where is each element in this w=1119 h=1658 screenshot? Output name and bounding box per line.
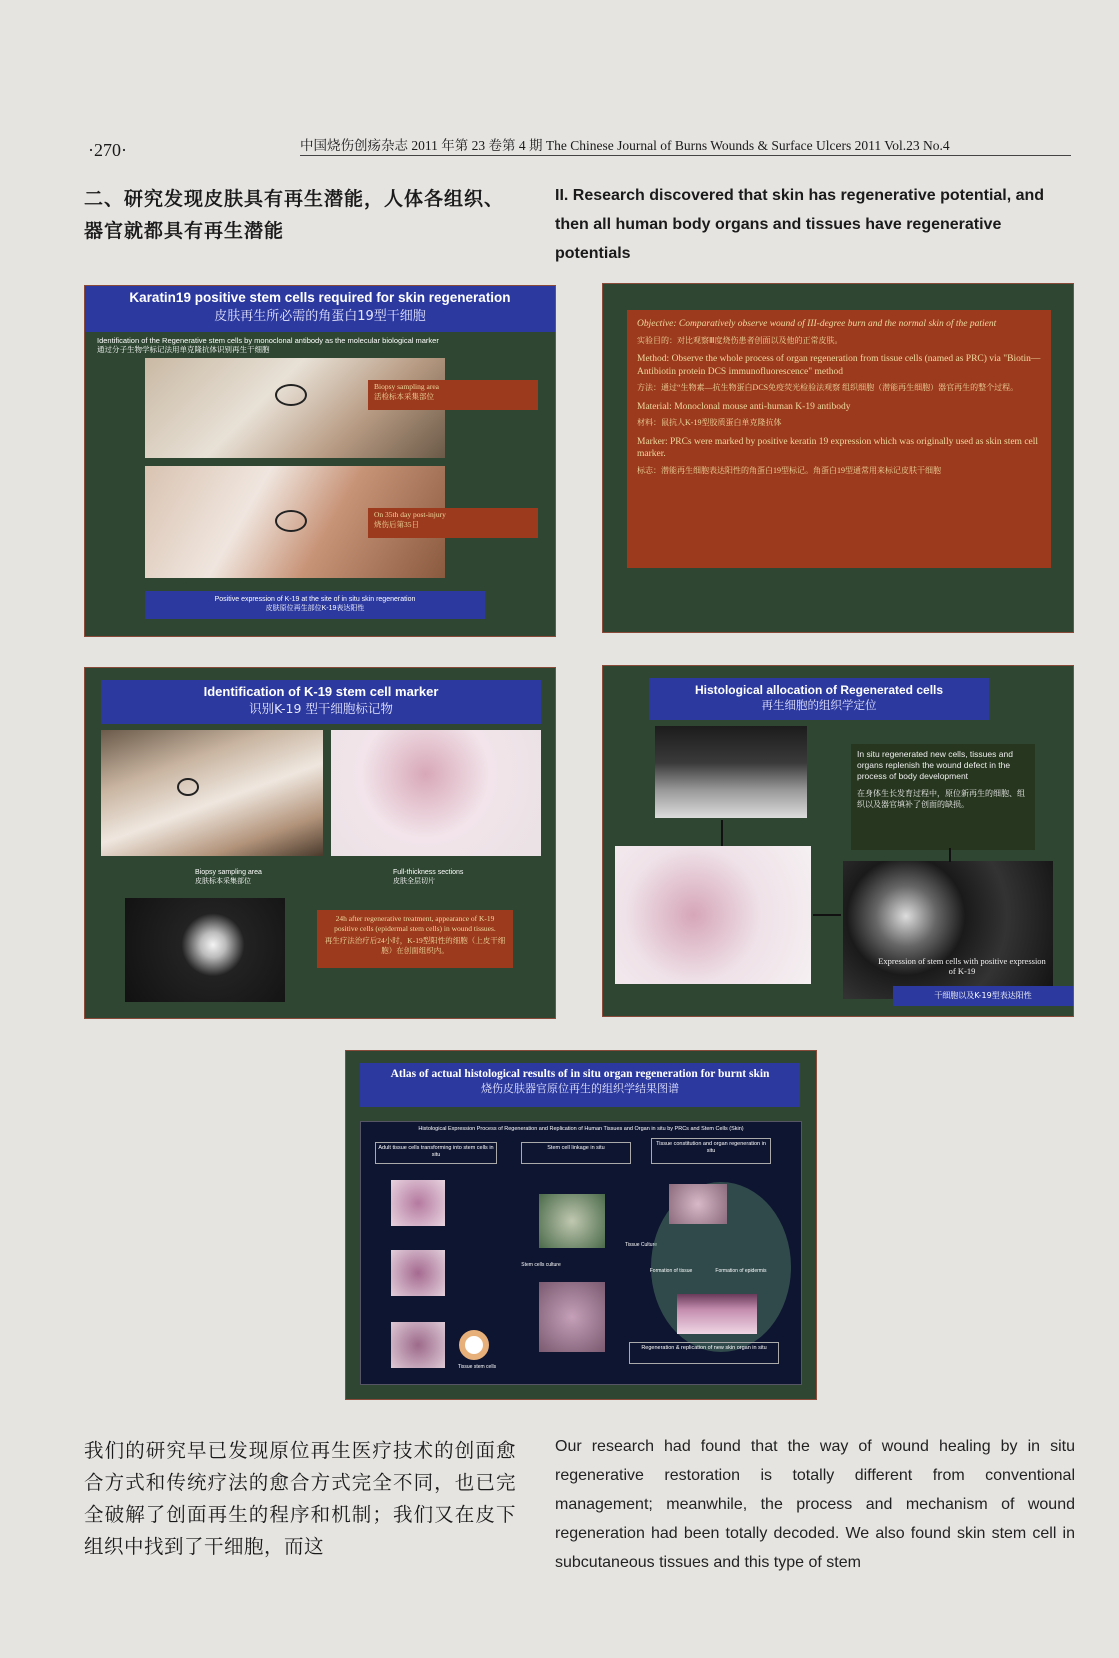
diagram-box-constitution: Tissue constitution and organ regeneration in situ bbox=[651, 1138, 771, 1164]
node-tissue-stem: Tissue stem cells bbox=[457, 1364, 497, 1370]
note-en: In situ regenerated new cells, tissues and organs replenish the wound defect in the process of body development bbox=[857, 749, 1013, 781]
objective-panel bbox=[627, 310, 1051, 568]
diagram-photo-7 bbox=[677, 1294, 757, 1334]
section-heading-cn: 二、研究发现皮肤具有再生潜能，人体各组织、器官就都具有再生潜能 bbox=[84, 188, 505, 242]
slide-title-en: Karatin19 positive stem cells required for skin regeneration bbox=[129, 290, 511, 305]
body-paragraph-en: Our research had found that the way of wound healing by in situ regenerative restoration is totally different from conventional management; meanwhile, the process and mechanism of wound regeneration had been totally decoded. We also found skin stem cell in subcutaneous tissues and this type of stem bbox=[555, 1438, 1075, 1571]
arrow-up bbox=[949, 848, 951, 862]
label-biopsy bbox=[368, 380, 538, 410]
label-en: On 35th day post-injury bbox=[374, 510, 446, 519]
objective-cn: 实验目的：对比观察Ⅲ度烧伤患者创面以及他的正常皮肤。 bbox=[637, 335, 843, 345]
stem-cell-ring-icon bbox=[459, 1330, 489, 1360]
stem-cells-caption-cn: 干细胞以及K-19型表达阳性 bbox=[893, 986, 1073, 1006]
diagram-photo-1 bbox=[391, 1180, 445, 1226]
slide-subtitle-en: Identification of the Regenerative stem cells by monoclonal antibody as the molecular biological marker bbox=[97, 336, 439, 345]
diagram-box-linkage: Stem cell linkage in situ bbox=[521, 1142, 631, 1164]
page-number: ·270· bbox=[88, 140, 127, 160]
section-heading-en: II. Research discovered that skin has regenerative potential, and then all human body organs and tissues have regenerative potentials bbox=[555, 187, 1045, 262]
method-cn: 方法：通过“生物素—抗生物蛋白DCS免疫荧光检验法观察 组织细胞（潜能再生细胞）器官再生的整个过程。 bbox=[637, 383, 1019, 392]
node-formation-tissue: Formation of tissue bbox=[649, 1268, 693, 1274]
histology-section-photo bbox=[331, 730, 541, 856]
material-cn: 材料：鼠抗人K-19型胶质蛋白单克隆抗体 bbox=[637, 418, 782, 427]
objective-text: Objective: Comparatively observe wound of III-degree burn and the normal skin of the patient bbox=[637, 319, 997, 329]
diagram-photo-2 bbox=[391, 1250, 445, 1296]
label-biopsy-en: Biopsy sampling area bbox=[195, 869, 262, 876]
caption-en: 24h after regenerative treatment, appearance of K-19 positive cells (epidermal stem cells) in wound tissues. bbox=[334, 914, 496, 933]
slide-footer bbox=[145, 591, 485, 619]
label-cn: 活检标本采集部位 bbox=[374, 392, 434, 401]
material-text: Material: Monoclonal mouse anti-human K-19 antibody bbox=[637, 401, 851, 412]
diagram-photo-6 bbox=[669, 1184, 727, 1224]
slide-title-cn: 再生细胞的组织学定位 bbox=[761, 698, 877, 712]
diagram-box-bottom: Regeneration & replication of new skin organ in situ bbox=[629, 1342, 779, 1364]
slide-banner bbox=[649, 678, 989, 720]
slide-title-en: Histological allocation of Regenerated cells bbox=[694, 683, 944, 697]
slide-banner bbox=[360, 1063, 800, 1107]
regeneration-diagram bbox=[360, 1121, 802, 1385]
fluorescence-photo bbox=[125, 898, 285, 1002]
wound-photo bbox=[101, 730, 323, 856]
node-formation-epidermis: Formation of epidermis bbox=[715, 1268, 767, 1274]
slide-atlas bbox=[345, 1050, 817, 1400]
footer-en: Positive expression of K-19 at the site of in situ skin regeneration bbox=[214, 596, 416, 603]
note-cn: 在身体生长发育过程中，原位新再生的细胞、组织以及器官填补了创面的缺损。 bbox=[857, 789, 1025, 809]
slide-banner bbox=[101, 680, 541, 724]
diagram-box-transform: Adult tissue cells transforming into stem cells in situ bbox=[375, 1142, 497, 1164]
label-en: Biopsy sampling area bbox=[374, 382, 439, 391]
slide-histological-allocation bbox=[602, 665, 1074, 1017]
label-sections-en: Full-thickness sections bbox=[393, 869, 464, 876]
stem-cell-fluorescence-photo bbox=[843, 861, 1053, 999]
histology-pink-photo bbox=[615, 846, 811, 984]
arrow-right bbox=[813, 914, 841, 916]
caption-box bbox=[317, 910, 513, 968]
diagram-photo-3 bbox=[391, 1322, 445, 1368]
sampling-circle bbox=[275, 510, 307, 532]
method-text: Method: Observe the whole process of organ regeneration from tissue cells (named as PRC) via "Biotin—Antibiotin protein DCS immunofluorescence" method bbox=[637, 354, 1041, 377]
body-paragraph-cn: 我们的研究早已发现原位再生医疗技术的创面愈合方式和传统疗法的愈合方式完全不同，也已完全破解了创面再生的程序和机制；我们又在皮下组织中找到了干细胞，而这 bbox=[84, 1439, 516, 1558]
slide-title-en: Identification of K-19 stem cell marker bbox=[203, 684, 439, 699]
slide-title-en: Atlas of actual histological results of in situ organ regeneration for burnt skin bbox=[390, 1068, 770, 1080]
header-rule bbox=[300, 155, 1071, 156]
regenerated-cells-note bbox=[851, 744, 1035, 850]
diagram-title: Histological Expression Process of Regeneration and Replication of Human Tissues and Organ in situ by PRCs and Stem Cells (Skin) bbox=[418, 1126, 744, 1132]
diagram-photo-5 bbox=[539, 1282, 605, 1352]
marker-cn: 标志：潜能再生细胞表达阳性的角蛋白19型标记。角蛋白19型通常用来标记皮肤干细胞 bbox=[637, 465, 941, 475]
label-cn: 烧伤后第35日 bbox=[374, 520, 419, 529]
node-stem-culture: Stem cells culture bbox=[521, 1262, 561, 1268]
stem-cells-caption-en: Expression of stem cells with positive expression of K-19 bbox=[878, 956, 1046, 976]
slide-banner bbox=[85, 286, 555, 332]
histology-grayscale-photo bbox=[655, 726, 807, 818]
slide-karatin19 bbox=[84, 285, 556, 637]
slide-title-cn: 识别K-19 型干细胞标记物 bbox=[249, 701, 393, 716]
label-day35 bbox=[368, 508, 538, 538]
slide-k19-marker bbox=[84, 667, 556, 1019]
slide-objective bbox=[602, 283, 1074, 633]
sampling-circle bbox=[275, 384, 307, 406]
slide-title-cn: 皮肤再生所必需的角蛋白19型干细胞 bbox=[214, 309, 426, 324]
slide-title-cn: 烧伤皮肤器官原位再生的组织学结果图谱 bbox=[481, 1082, 679, 1095]
node-tissue-culture: Tissue Culture bbox=[624, 1242, 658, 1248]
footer-cn: 皮肤原位再生部位K-19表达阳性 bbox=[265, 605, 365, 612]
slide-subtitle-cn: 通过分子生物学标记法用单克隆抗体识别再生干细胞 bbox=[97, 345, 270, 354]
label-biopsy-cn: 皮肤标本采集部位 bbox=[195, 878, 251, 885]
diagram-photo-4 bbox=[539, 1194, 605, 1248]
label-sections-cn: 皮肤全层切片 bbox=[393, 878, 435, 885]
running-title: 中国烧伤创疡杂志 2011 年第 23 卷第 4 期 The Chinese Journal of Burns Wounds & Surface Ulcers 2011 Vol.23 No.4 bbox=[300, 138, 950, 153]
caption-cn: 再生疗法治疗后24小时，K-19型阳性的细胞（上皮干细胞）在创面组织内。 bbox=[324, 936, 506, 955]
marker-text: Marker: PRCs were marked by positive keratin 19 expression which was originally used as skin stem cell marker. bbox=[637, 436, 1039, 459]
sampling-circle bbox=[177, 778, 199, 796]
